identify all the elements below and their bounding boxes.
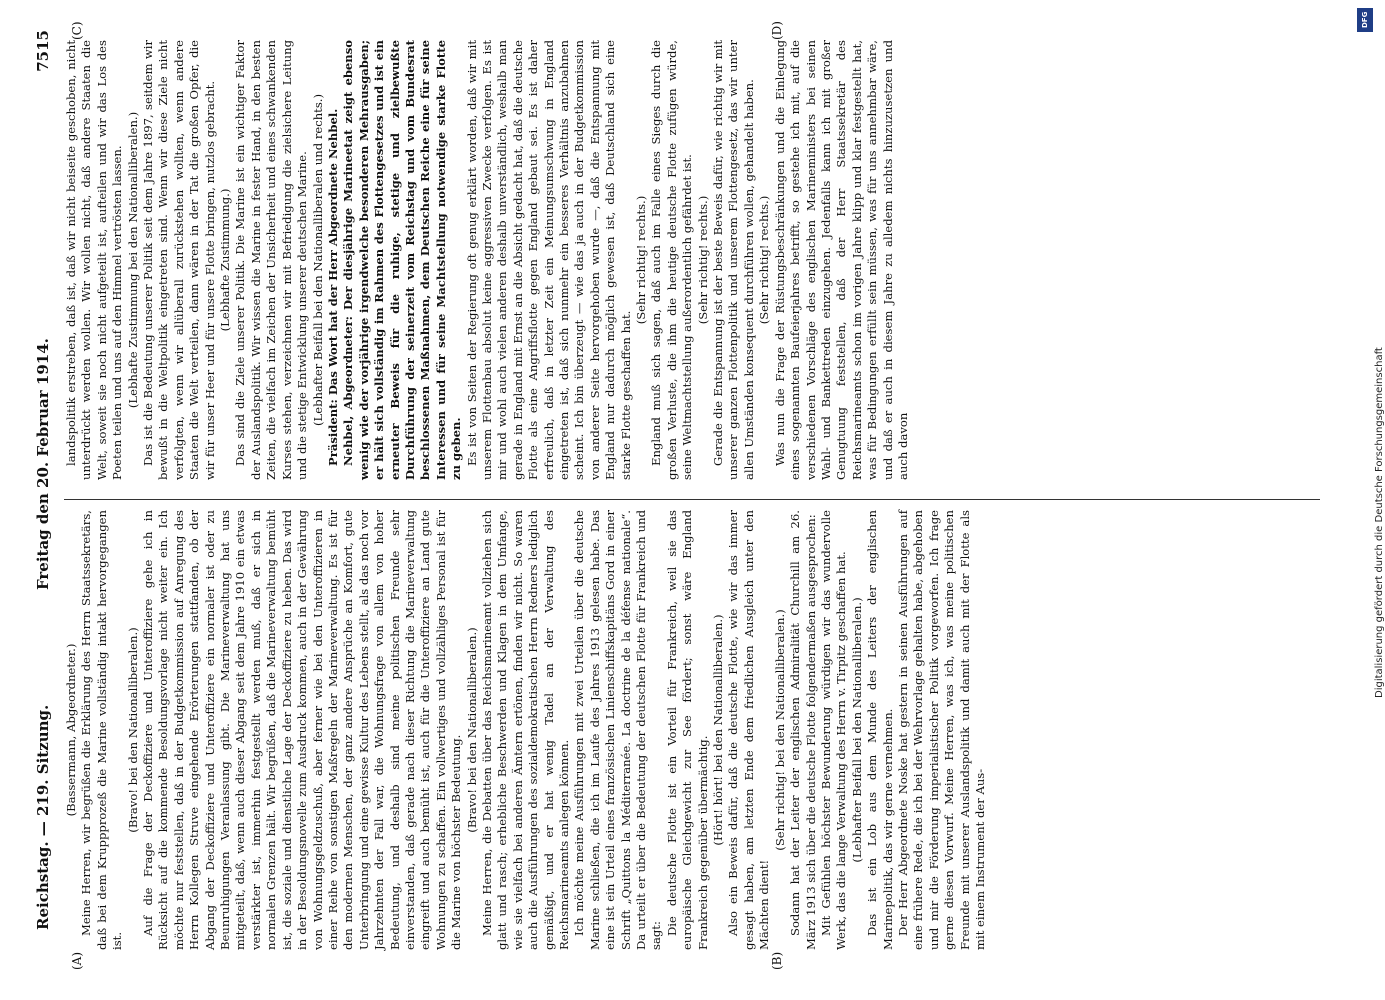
right-column-paragraph: landspolitik erstreben, daß ist, daß wir nicht beiseite geschoben, nicht unterdrückt werden wollen. Wir wollen nicht, daß andere Staaten die Welt, soweit sie noch nicht aufgeteilt ist, aufteilen und wir das Los des Poeten teilen und uns auf den Himmel vertrösten lassen. (64, 40, 125, 480)
dfg-sidebar (1352, 8, 1385, 998)
left-column-paragraph: (Lebhafter Beifall bei den Nationalliberalen.) (849, 597, 864, 863)
left-column-paragraph: Also ein Beweis dafür, daß die deutsche Flotte, wie wir das immer gesagt haben, am letzten Ende dem friedlichen Ausgleich unter den Mächten dient! (726, 510, 772, 950)
right-column-paragraph: Das ist die Bedeutung unserer Politik seit dem Jahre 1897, seitdem wir bewußt in die Weltpolitik eingetreten sind. Wenn wir diese Ziele nicht verfolgten, wenn wir allüberall zurückstehen wollten, wenn andere Staaten die Welt verteilen, dann wären in der Tat die großen Opfer, die wir für unser Heer und für unsere Flotte bringen, nutzlos gebracht. (141, 40, 217, 480)
right-column-paragraph: Präsident: Das Wort hat der Herr Abgeordnete Nehbel. (325, 108, 340, 466)
left-column-paragraph: Der Herr Abgeordnete Noske hat gestern in seinen Ausführungen auf eine frühere Rede, die ich bei der Wehrvorlage gehalten habe, abgehoben und mir die Förderung imperialistischer Politik vorgeworfen. Ich frage gerne diesen Vorwurf. Meine Herren, was ich, was meine politischen Freunde mit unserer Auslandspolitik und damit auch mit der Flotte als mit einem Instrument der Aus- (895, 510, 987, 950)
right-column-paragraph: Gerade die Entspannung ist der beste Beweis dafür, wie richtig wir mit unserer ganzen Flottenpolitik und unserem Flottengesetz, das wir unter allen Umständen konsequent durchführen wollen, gehandelt haben. (711, 40, 756, 480)
right-column (64, 40, 1330, 480)
left-column-paragraph: Auf die Frage der Deckoffiziere und Unteroffiziere gehe ich in Rücksicht auf die kommende Besoldungsvorlage nicht weiter ein. Ich möchte nur feststellen, daß in der Budgetkommission auf Anregung des Herrn Kollegen Struve eingehende Erörterungen stattfanden, ob der Abgang der Deckoffiziere und Unteroffiziere ein normaler ist oder zu Beunruhigungen Veranlassung gibt. Die Marineverwaltung hat uns mitgeteilt, daß, wenn auch dieser Abgang seit dem Jahre 1910 ein etwas verstärkter ist, immerhin festgestellt werden muß, daß er sich in normalen Grenzen hält. Wir begrüßen, daß die Marineverwaltung bemüht ist, die soziale und dienstliche Lage der Deckoffiziere zu heben. Das wird in der Besoldungsnovelle zum Ausdruck kommen, auch in der Gewährung von Wohnungsgeldzuschuß, aber ferner wie bei den Unteroffizieren in einer Reihe von sonstigen Maßregeln der Marineverwaltung. Es ist für den modernen Menschen, der ganz andere Ansprüche an Komfort, gute Unterbringung und eine gewisse Kultur des Lebens stellt, als das noch vor Jahrzehnten der Fall war, die Wohnungsfrage von allem von hoher Bedeutung, und deshalb sind meine politischen Freunde sehr einverstanden, daß gerade nach dieser Richtung die Marineverwaltung eingreift und auch bemüht ist, auch für die Unteroffiziere an Land gute Wohnungen zu schaffen. Ein vollwertiges und vollzähliges Personal ist für die Marine von höchster Bedeutung. (141, 510, 464, 950)
margin-marker-b: (B) (770, 951, 784, 970)
margin-marker-a: (A) (70, 951, 84, 970)
left-column-paragraph: Meine Herren, die Debatten über das Reichsmarineamt vollziehen sich glatt und rasch; erhebliche Beschwerden und Klagen in dem Umfange, wie sie vielfach bei anderen Ämtern ertönen, finden wir nicht. So waren auch die Ausführungen des sozialdemokratischen Herrn Redners lediglich gemäßigt, und er hat wenig Tadel an der Verwaltung des Reichsmarineamts anlegen können. (479, 510, 571, 950)
left-column-paragraph: (Hört! hört! bei den Nationalliberalen.) (711, 614, 726, 846)
left-column-paragraph: Mit Gefühlen höchster Bewunderung würdigen wir das wundervolle Werk, das die lange Verwaltung des Herrn v. Tirpitz geschaffen hat. (818, 510, 849, 950)
left-column-paragraph: Ich möchte meine Ausführungen mit zwei Urteilen über die deutsche Marine schließen, die ich im Laufe des Jahres 1913 gelesen habe. Das eine ist ein Urteil eines französischen Linienschiffskapitäns Gord in einer Schrift „Quittons la Méditerranée. La doctrine de la défense nationale“. Da urteilt er über die Bedeutung der deutschen Flotte für Frankreich und sagt: (572, 510, 664, 950)
right-column-paragraph: Nehbel, Abgeordneter: Der diesjährige Marineetat zeigt ebenso wenig wie der vorjährige irgendwelche besonderen Mehrausgaben; er hält sich vollständig im Rahmen des Flottengesetzes und ist ein erneuter Beweis für die ruhige, stetige und zielbewußte Durchführung der seinerzeit vom Reichstag und vom Bundesrat beschlossenen Maßnahmen, dem Deutschen Reiche eine für seine Interessen und für seine Machtstellung notwendige starke Flotte zu geben. (341, 40, 464, 480)
margin-marker-d: (D) (770, 21, 784, 40)
right-column-paragraph: (Sehr richtig! rechts.) (757, 195, 772, 325)
right-column-paragraph: Es ist von Seiten der Regierung oft genug erklärt worden, daß wir mit unserem Flottenbau absolut keine aggressiven Zwecke verfolgen. Es ist mir und wohl auch vielen anderen deshalb unverständlich, weshalb man gerade in England mit Ernst an die Absicht gedacht hat, daß die deutsche Flotte als eine Angriffsflotte gegen England gebaut sei. Es ist daher erfreulich, daß in letzter Zeit ein Meinungsumschwung in England eingetreten ist, daß sich nunmehr ein besseres Verhältnis anzubahnen scheint. Ich bin überzeugt — wie das ja auch in der Budgetkommission von anderer Seite hervorgehoben wurde —, daß die Entspannung mit England nur dadurch möglich gewesen ist, daß Deutschland sich eine starke Flotte geschaffen hat. (464, 40, 633, 480)
header-date: Freitag den 20. Februar 1914. (34, 338, 52, 590)
header-left: Reichstag. — 219. Sitzung. (34, 704, 52, 930)
dfg-funding-note: Digitalisierung gefördert durch die Deutsche Forschungsgemeinschaft (1374, 347, 1385, 698)
left-column (64, 510, 1330, 950)
page-number: 7515 (34, 30, 52, 72)
right-column-paragraph: England muß sich sagen, daß auch im Falle eines Sieges durch die großen Verluste, die ihm die heutige deutsche Flotte zufügen würde, seine Weltmachtstellung außerordentlich gefährdet ist. (649, 40, 695, 480)
right-column-paragraph: (Sehr richtig! rechts.) (695, 195, 710, 325)
margin-marker-c: (C) (70, 21, 84, 40)
left-column-paragraph: Meine Herren, wir begrüßen die Erklärung des Herrn Staatssekretärs, daß bei dem Kruppprozeß die Marine vollständig intakt hervorgegangen ist. (79, 510, 125, 950)
left-column-paragraph: Sodann hat der Leiter der englischen Admiralität Churchill am 26. März 1913 sich über die deutsche Flotte folgendermaßen ausgesprochen: (788, 510, 818, 950)
left-column-paragraph: (Bassermann, Abgeordneter.) (64, 643, 78, 817)
left-column-paragraph: (Bravo! bei den Nationalliberalen.) (125, 627, 140, 833)
right-column-paragraph: (Lebhafter Beifall bei den Nationalliberalen und rechts.) (310, 94, 325, 427)
right-column-paragraph: (Lebhafte Zustimmung bei den Nationalliberalen.) (125, 111, 140, 409)
page-header (30, 20, 58, 970)
left-column-paragraph: Die deutsche Flotte ist ein Vorteil für Frankreich, weil sie das europäische Gleichgewicht zur See fördert; sonst wäre England Frankreich gegenüber übermächtig. (664, 510, 710, 950)
left-column-paragraph: Das ist ein Lob aus dem Munde des Leiters der englischen Marinepolitik, das wir gerne vernehmen. (865, 510, 895, 950)
column-divider (64, 499, 1320, 500)
left-column-paragraph: (Sehr richtig! bei den Nationalliberalen.) (772, 609, 787, 851)
dfg-logo: DFG (1357, 8, 1373, 32)
right-column-paragraph: Das sind die Ziele unserer Politik. Die Marine ist ein wichtiger Faktor der Auslandspolitik. Wir wissen die Marine in fester Hand, in den besten Zeiten, die vielfach im Zeichen der Unsicherheit und eines schwankenden Kurses stehen, verzeichnen wir mit Befriedigung die zielsichere Leitung und die stetige Entwicklung unserer deutschen Marine. (233, 40, 310, 480)
left-column-paragraph: (Bravo! bei den Nationalliberalen.) (464, 627, 479, 833)
right-column-paragraph: Was nun die Frage der Rüstungsbeschränkungen und die Einlegung eines sogenannten Baufeierjahres betrifft, so gestehe ich mit, auf die verschiedenen Vorschläge des englischen Marineministers bei seinen Wahl- und Bankettreden einzugehen. Jedenfalls kann ich mit großer Genugtuung feststellen, daß der Herr Staatssekretär des Reichsmarineamts schon im vorigen Jahre klipp und klar festgestellt hat, was für Bedingungen erfüllt sein müssen, was für uns annehmbar wäre, und daß er auch in diesem Jahre zu alledem nichts hinzuzusetzen und auch davon (772, 40, 910, 480)
right-column-paragraph: (Sehr richtig! rechts.) (634, 195, 649, 325)
document-page (30, 20, 1330, 970)
right-column-paragraph: (Lebhafte Zustimmung.) (218, 188, 233, 332)
